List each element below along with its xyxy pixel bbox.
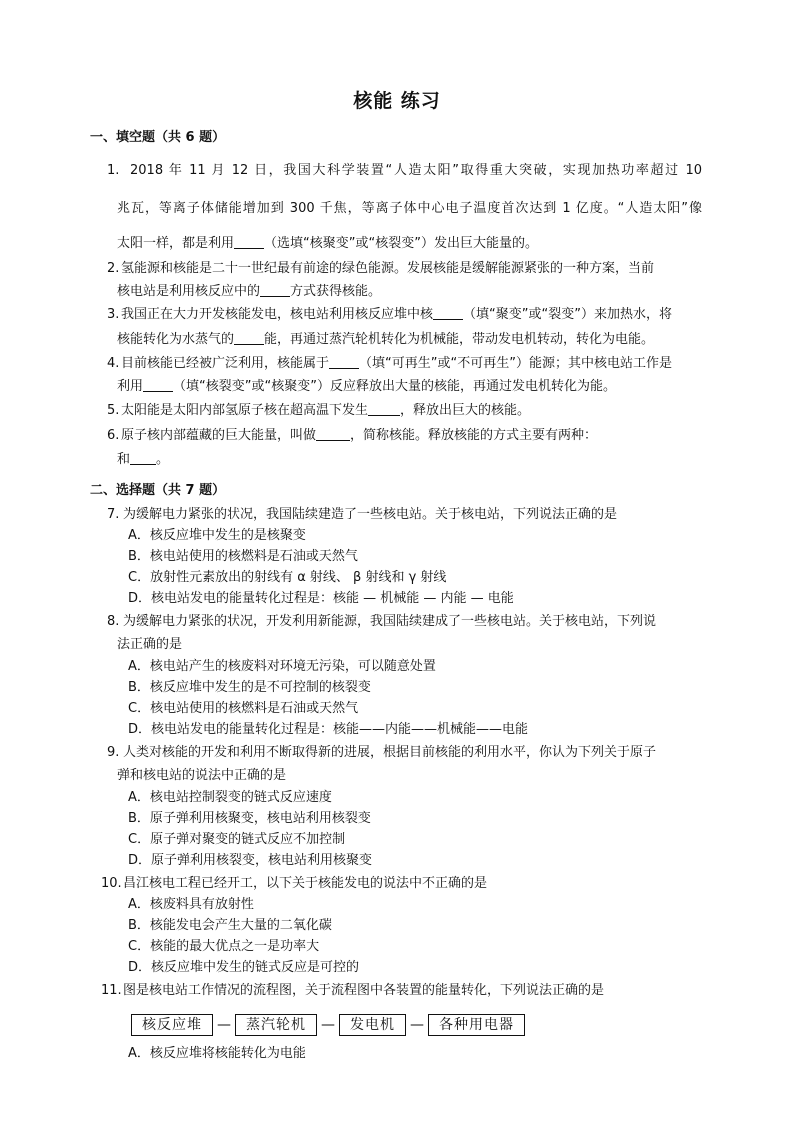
power-plant-flowchart: [131, 1014, 525, 1036]
q1-line3: [117, 235, 538, 253]
q6-line1-b: ，简称核能。释放核能的方式主要有两种：: [350, 428, 598, 443]
q3-blank-2[interactable]: [234, 332, 264, 345]
q3-line1: [121, 306, 672, 324]
q1-line3-b: （选填“核聚变”或“核裂变”）发出巨大能量的。: [264, 236, 538, 251]
q9-option-a[interactable]: A．核电站控制裂变的链式反应速度: [128, 790, 332, 805]
q10-option-a[interactable]: A．核废料具有放射性: [128, 897, 254, 912]
q5-number: 5.: [107, 403, 120, 418]
q4-blank-2[interactable]: [143, 379, 173, 392]
q5-blank[interactable]: [368, 403, 400, 416]
q1-blank[interactable]: [234, 236, 264, 249]
q6-line2: [117, 451, 169, 469]
q10-stem: 昌江核电工程已经开工，以下关于核能发电的说法中不正确的是: [123, 876, 488, 891]
q3-line2-b: 能，再通过蒸汽轮机转化为机械能，带动发电机转动，转化为电能。: [264, 332, 655, 347]
q6-line2-a: 和: [117, 452, 131, 467]
q10-option-b[interactable]: B．核能发电会产生大量的二氧化碳: [128, 918, 332, 933]
q1-line2: 兆瓦，等离子体储能增加到 300 千焦，等离子体中心电子温度首次达到 1 亿度。“人造太阳”像: [117, 201, 702, 216]
q2-line2-b: 方式获得核能。: [290, 284, 382, 299]
page-title: 核能 练习: [353, 90, 441, 112]
q7-option-c[interactable]: C．放射性元素放出的射线有 α 射线、 β 射线和 γ 射线: [128, 570, 447, 585]
q10-number: 10.: [101, 876, 122, 891]
q2-line2: [117, 283, 381, 301]
q11-stem: 图是核电站工作情况的流程图，关于流程图中各装置的能量转化，下列说法正确的是: [123, 983, 605, 998]
flow-box-generator: 发电机: [339, 1014, 406, 1036]
q1-number: 1.: [107, 163, 120, 178]
q4-line1-a: 目前核能已经被广泛利用，核能属于: [121, 356, 330, 371]
q11-option-a[interactable]: A．核反应堆将核能转化为电能: [128, 1046, 306, 1061]
q3-line2-a: 核能转化为水蒸气的: [117, 332, 235, 347]
q4-line2-a: 利用: [117, 379, 144, 394]
q1-line1: 2018 年 11 月 12 日，我国大科学装置“人造太阳”取得重大突破，实现加热功率超过 10: [130, 163, 702, 178]
q9-line2: 弹和核电站的说法中正确的是: [117, 768, 287, 783]
q3-line2: [117, 331, 654, 349]
flow-box-appliances: 各种用电器: [428, 1014, 525, 1036]
q9-option-c[interactable]: C．原子弹对聚变的链式反应不加控制: [128, 832, 346, 847]
q9-option-b[interactable]: B．原子弹利用核聚变，核电站利用核裂变: [128, 811, 371, 826]
q5-line1-a: 太阳能是太阳内部氢原子核在超高温下发生: [121, 403, 369, 418]
q6-blank-2[interactable]: [130, 452, 156, 465]
q3-blank-1[interactable]: [433, 307, 463, 320]
flow-connector: —: [217, 1017, 231, 1033]
q6-number: 6.: [107, 428, 120, 443]
q5-line1: [121, 402, 530, 420]
q8-option-d[interactable]: D．核电站发电的能量转化过程是：核能——内能——机械能——电能: [128, 722, 529, 737]
q8-number: 8.: [107, 614, 120, 629]
flow-connector: —: [321, 1017, 335, 1033]
q4-line1: [121, 355, 672, 373]
q2-line2-a: 核电站是利用核反应中的: [117, 284, 261, 299]
q7-stem: 为缓解电力紧张的状况，我国陆续建造了一些核电站。关于核电站，下列说法正确的是: [123, 507, 618, 522]
section-multiple-choice: 二、选择题（共 7 题）: [90, 483, 226, 498]
q8-line1: 为缓解电力紧张的状况，开发利用新能源，我国陆续建成了一些核电站。关于核电站，下列说: [123, 614, 657, 629]
q3-line1-a: 我国正在大力开发核能发电，核电站利用核反应堆中核: [121, 307, 434, 322]
q8-option-b[interactable]: B．核反应堆中发生的是不可控制的核裂变: [128, 680, 371, 695]
q1-line3-a: 太阳一样，都是利用: [117, 236, 235, 251]
q4-line1-b: （填“可再生”或“不可再生”）能源；其中核电站工作是: [359, 356, 672, 371]
q10-option-d[interactable]: D．核反应堆中发生的链式反应是可控的: [128, 960, 360, 975]
q4-number: 4.: [107, 356, 120, 371]
q6-line2-b: 。: [156, 452, 170, 467]
flow-connector: —: [410, 1017, 424, 1033]
q4-blank-1[interactable]: [329, 356, 359, 369]
flow-box-reactor: 核反应堆: [131, 1014, 213, 1036]
q6-line1-a: 原子核内部蕴藏的巨大能量，叫做: [121, 428, 317, 443]
q2-blank[interactable]: [260, 284, 290, 297]
q4-line2: [117, 378, 616, 396]
q11-number: 11.: [101, 983, 122, 998]
q9-option-d[interactable]: D．原子弹利用核裂变，核电站利用核聚变: [128, 853, 373, 868]
q2-line1: 氢能源和核能是二十一世纪最有前途的绿色能源。发展核能是缓解能源紧张的一种方案，当前: [121, 261, 655, 276]
q9-number: 9.: [107, 745, 120, 760]
q7-option-d[interactable]: D．核电站发电的能量转化过程是：核能 — 机械能 — 内能 — 电能: [128, 591, 514, 606]
q3-line1-b: （填“聚变”或“裂变”）来加热水，将: [463, 307, 672, 322]
q7-number: 7.: [107, 507, 120, 522]
q6-blank-1[interactable]: [316, 428, 350, 441]
q2-number: 2.: [107, 261, 120, 276]
section-fill-in: 一、填空题（共 6 题）: [90, 130, 226, 145]
q5-line1-b: ，释放出巨大的核能。: [400, 403, 531, 418]
q3-number: 3.: [107, 307, 120, 322]
q8-line2: 法正确的是: [117, 637, 183, 652]
q10-option-c[interactable]: C．核能的最大优点之一是功率大: [128, 939, 320, 954]
q8-option-c[interactable]: C．核电站使用的核燃料是石油或天然气: [128, 701, 359, 716]
q7-option-a[interactable]: A．核反应堆中发生的是核聚变: [128, 528, 306, 543]
flow-box-turbine: 蒸汽轮机: [235, 1014, 317, 1036]
q4-line2-b: （填“核裂变”或“核聚变”）反应释放出大量的核能，再通过发电机转化为能。: [173, 379, 616, 394]
q8-option-a[interactable]: A．核电站产生的核废料对环境无污染，可以随意处置: [128, 659, 436, 674]
q6-line1: [121, 427, 597, 445]
q7-option-b[interactable]: B．核电站使用的核燃料是石油或天然气: [128, 549, 358, 564]
q9-line1: 人类对核能的开发和利用不断取得新的进展，根据目前核能的利用水平，你认为下列关于原子: [123, 745, 657, 760]
